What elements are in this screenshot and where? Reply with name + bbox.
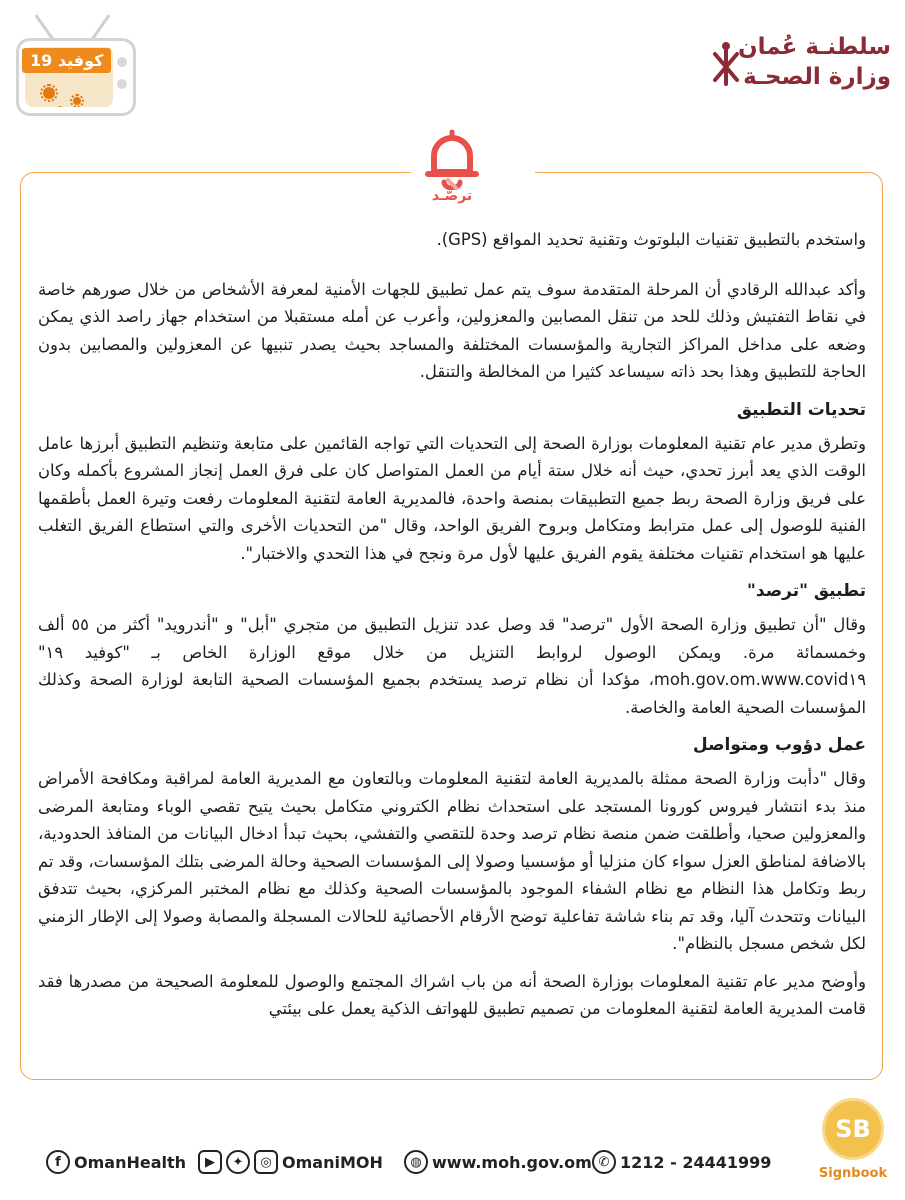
tarassud-app-logo (400, 128, 504, 218)
ministry-logo (671, 16, 891, 126)
ministry-title: وزارة الصحـة (743, 64, 891, 90)
bell-icon (420, 128, 484, 190)
covid-badge-label: كوفيد 19 (22, 48, 111, 73)
facebook-link[interactable] (46, 1142, 186, 1182)
tv-knob (117, 79, 127, 89)
paragraph: وأوضح مدير عام تقنية المعلومات بوزارة الصحة أنه من باب اشراك المجتمع والوصول للمعلومة الصحيحة من مصدرها فقد قامت المديرية العامة لتقنية المعلومات من تصميم تطبيق للهواتف الذكية يعمل على بيئتي (38, 971, 866, 1018)
paragraph: واستخدم بالتطبيق تقنيات البلوتوث وتقنية تحديد المواقع (GPS). (436, 230, 866, 249)
instagram-icon: ◎ (254, 1150, 278, 1174)
phone-link[interactable] (592, 1142, 771, 1182)
globe-icon: ◍ (404, 1150, 428, 1174)
footer (0, 1138, 905, 1188)
section-heading: تحديات التطبيق (736, 399, 866, 420)
signbook-label: Signbook (818, 1166, 888, 1181)
phone-number: 1212 - 24441999 (620, 1152, 772, 1172)
tv-knob (117, 57, 127, 67)
paragraph: وتطرق مدير عام تقنية المعلومات بوزارة الصحة إلى التحديات التي تواجه القائمين على متابعة وتنظيم التطبيق أبرزها عامل الوقت الذي يعد أبرز تحدي، حيث أنه خلال ستة أيام من العمل المتواصل كان على فرق العمل إنجاز المشروع بأكمله وكان على فريق وزارة الصحة ربط جميع التطبيقات بمنصة واحدة، فالمديرية العامة لتقنية المعلومات رفعت وتيرة العمل بأطقمها الفنية للوصول إلى عمل مترابط ومتكامل وبروح الفريق الواحد، وقال "من التحديات الأخرى والتي استطاع الفريق التغلب عليها هو استخدام تقنيات مختلفة يقوم الفريق عليها لأول مرة ونجح في هذا التحدي والاختبار". (38, 433, 866, 563)
virus-icon (73, 97, 81, 105)
twitter-icon: ✦ (226, 1150, 250, 1174)
facebook-icon: f (46, 1150, 70, 1174)
facebook-handle: OmanHealth (74, 1152, 187, 1172)
signbook-watermark (813, 1098, 893, 1198)
paragraph: وقال "دأبت وزارة الصحة ممثلة بالمديرية العامة لتقنية المعلومات وبالتعاون مع المديرية العامة لمراقبة ومكافحة الأمراض منذ بدء انتشار فيروس كورونا المستجد على استحداث نظام الكتروني متكامل بحيث يتيح تقصي الوباء ومتابعة المرضى والمعزولين صحيا، وأطلقت ضمن منصة نظام ترصد وحدة للتقصي والتفشي، بحيث تبدأ ادخال البيانات من المنافذ الحدودية، بالاضافة لمناطق العزل سواء كان منزليا أو مؤسسيا وصولا إلى المؤسسات الصحية وحالة المرضى بتلك المؤسسات، وقد تم ربط وتكامل هذا النظام مع نظام الشفاء الموجود بالمؤسسات الصحية وكذلك مع نظام المختبر المركزي، بحيث تتدفق البيانات وتتحدث آليا، وقد تم بناء شاشة تفاعلية توضح الأرقام الأحصائية للحالات المسجلة والمصابة وصولا إلى الإطار الزمني لكل شخص مسجل بالنظام". (38, 769, 866, 953)
website-link[interactable] (404, 1142, 592, 1182)
app-name: ترصّـد (431, 188, 473, 204)
section-heading: تطبيق "ترصد" (747, 581, 866, 601)
signbook-logo: SB (822, 1098, 884, 1160)
article-body (38, 226, 866, 1023)
youtube-icon: ▶ (198, 1150, 222, 1174)
ministry-name (738, 32, 891, 92)
covid-tv-badge (16, 8, 140, 118)
social-links[interactable] (198, 1142, 383, 1182)
social-handle: OmaniMOH (282, 1152, 383, 1172)
website-url: www.moh.gov.om (432, 1152, 592, 1172)
virus-icon (43, 87, 55, 99)
phone-icon: ✆ (592, 1150, 616, 1174)
section-heading: عمل دؤوب ومتواصل (692, 735, 866, 755)
paragraph: وأكد عبدالله الرقادي أن المرحلة المتقدمة سوف يتم عمل تطبيق للجهات الأمنية لمعرفة الأشخاص من خلال صورهم خاصة في نقاط التفتيش وذلك للحد من تنقل المصابين والمعزولين، وأعرب عن أمله مستقبلا من استخدام جهاز راصد الذي يمكن وضعه على مداخل المراكز التجارية والمؤسسات المختلفة والمساجد بحيث يصدر تنبيها عن المعزولين والمصابين بدون الحاجة للتطبيق وهذا بحد ذاته سيساعد كثيرا من المخالطة والتنقل. (38, 279, 866, 381)
country-name: سلطنـة عُمان (737, 34, 891, 60)
paragraph: وقال "أن تطبيق وزارة الصحة الأول "ترصد" قد وصل عدد تنزيل التطبيق من متجري "أبل" و "أندرويد" أكثر من ٥٥ ألف وخمسمائة مرة. ويمكن الوصول لروابط التنزيل من خلال موقع الوزارة الخاص بـ "كوفيد ١٩" moh.gov.om.www.covid١٩، مؤكدا أن نظام ترصد يستخدم بجميع المؤسسات الصحية التابعة لوزارة الصحة وكذلك المؤسسات الصحية العامة والخاصة. (38, 615, 866, 717)
